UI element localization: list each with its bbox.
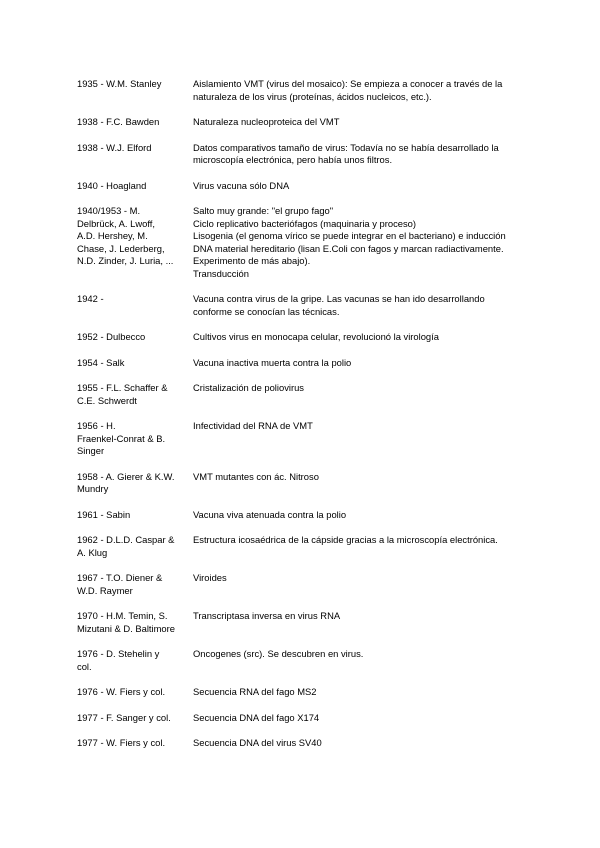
date-author-line: 1977 - F. Sanger y col. [77, 711, 171, 723]
timeline-entry [77, 712, 537, 725]
description-line: Virus vacuna sólo DNA [193, 179, 290, 191]
entry-description [193, 357, 537, 370]
description-line: Secuencia DNA del virus SV40 [193, 737, 322, 748]
date-author-line: Chase, J. Lederberg, [77, 242, 165, 254]
date-author-line: 1976 - D. Stehelin y [77, 648, 160, 659]
date-author-line: 1977 - W. Fiers y col. [77, 737, 166, 748]
entry-description [193, 116, 537, 129]
entry-description [193, 205, 537, 280]
date-author-line: 1961 - Sabin [77, 508, 131, 520]
entry-description [193, 420, 537, 458]
description-line: microscopía electrónica, pero había unos filtros. [193, 154, 393, 165]
entry-date-author [77, 471, 193, 496]
description-line: Transcriptasa inversa en virus RNA [193, 610, 341, 621]
timeline-entry [77, 331, 537, 344]
date-author-line: 1940 - Hoagland [77, 179, 147, 191]
description-line: Vacuna viva atenuada contra la polio [193, 508, 347, 520]
description-line: conforme se conocían las técnicas. [193, 305, 340, 317]
entry-date-author [77, 509, 193, 522]
description-line: Oncogenes (src). Se descubren en virus. [193, 648, 364, 659]
timeline-entry [77, 180, 537, 193]
entry-description [193, 180, 537, 193]
description-line: Datos comparativos tamaño de virus: Todavía no se había desarrollado la [193, 141, 499, 153]
timeline-entry [77, 648, 537, 673]
timeline-entry [77, 142, 537, 167]
description-line: Transducción [193, 267, 249, 279]
entry-description [193, 331, 537, 344]
date-author-line: 1967 - T.O. Diener & [77, 572, 163, 583]
timeline-entry [77, 78, 537, 103]
entry-date-author [77, 610, 193, 635]
date-author-line: 1955 - F.L. Schaffer & [77, 382, 168, 393]
description-line: Lisogenia (el genoma vírico se puede integrar en el bacteriano) e inducción [193, 230, 506, 241]
description-line: DNA material hereditario (lisan E.Coli con fagos y marcan radiactivamente. [193, 242, 504, 254]
description-line: Vacuna inactiva muerta contra la polio [193, 356, 352, 368]
date-author-line: col. [77, 660, 92, 672]
entry-date-author [77, 534, 193, 559]
date-author-line: Fraenkel-Conrat & B. [77, 432, 166, 444]
date-author-line: Delbrück, A. Lwoff, [77, 217, 155, 229]
date-author-line: C.E. Schwerdt [77, 394, 137, 406]
date-author-line: 1958 - A. Gierer & K.W. [77, 470, 175, 482]
entry-date-author [77, 116, 193, 129]
entry-description [193, 509, 537, 522]
description-line: Secuencia DNA del fago X174 [193, 711, 320, 723]
timeline-entry [77, 686, 537, 699]
entry-description [193, 572, 537, 597]
entry-description [193, 686, 537, 699]
description-line: Estructura icosaédrica de la cápside gracias a la microscopía electrónica. [193, 534, 498, 545]
entry-date-author [77, 180, 193, 193]
virology-timeline [77, 78, 537, 763]
timeline-entry [77, 420, 537, 458]
description-line: Secuencia RNA del fago MS2 [193, 686, 317, 697]
description-line: Aislamiento VMT (virus del mosaico): Se empieza a conocer a través de la [193, 78, 503, 89]
description-line: VMT mutantes con ác. Nitroso [193, 470, 319, 482]
description-line: Cultivos virus en monocapa celular, revolucionó la virología [193, 331, 439, 342]
date-author-line: A. Klug [77, 546, 108, 558]
timeline-entry [77, 116, 537, 129]
entry-description [193, 293, 537, 318]
description-line: Viroides [193, 572, 227, 583]
timeline-entry [77, 471, 537, 496]
description-line: Cristalización de poliovirus [193, 382, 304, 393]
entry-description [193, 471, 537, 496]
entry-date-author [77, 205, 193, 280]
entry-description [193, 737, 537, 750]
description-line: Experimento de más abajo). [193, 255, 311, 266]
date-author-line: N.D. Zinder, J. Luria, ... [77, 255, 174, 266]
timeline-entry [77, 737, 537, 750]
date-author-line: 1935 - W.M. Stanley [77, 78, 162, 89]
timeline-entry [77, 534, 537, 559]
date-author-line: 1956 - H. [77, 420, 116, 431]
entry-date-author [77, 686, 193, 699]
date-author-line: 1954 - Salk [77, 356, 125, 368]
entry-description [193, 534, 537, 559]
entry-date-author [77, 648, 193, 673]
timeline-entry [77, 610, 537, 635]
date-author-line: Mizutani & D. Baltimore [77, 622, 175, 634]
timeline-entry [77, 572, 537, 597]
entry-description [193, 610, 537, 635]
timeline-entry [77, 357, 537, 370]
description-line: naturaleza de los virus (proteínas, ácidos nucleicos, etc.). [193, 90, 432, 102]
date-author-line: Mundry [77, 483, 109, 494]
timeline-entry [77, 293, 537, 318]
date-author-line: 1938 - W.J. Elford [77, 141, 152, 153]
description-line: Vacuna contra virus de la gripe. Las vacunas se han ido desarrollando [193, 293, 485, 304]
description-line: Ciclo replicativo bacteriófagos (maquinaria y proceso) [193, 217, 417, 229]
entry-description [193, 648, 537, 673]
date-author-line: 1962 - D.L.D. Caspar & [77, 534, 175, 545]
entry-date-author [77, 331, 193, 344]
entry-date-author [77, 357, 193, 370]
entry-date-author [77, 382, 193, 407]
entry-date-author [77, 420, 193, 458]
date-author-line: W.D. Raymer [77, 584, 133, 596]
entry-description [193, 142, 537, 167]
entry-date-author [77, 572, 193, 597]
description-line: Naturaleza nucleoproteica del VMT [193, 116, 340, 127]
entry-description [193, 382, 537, 407]
date-author-line: 1942 - [77, 293, 104, 304]
entry-date-author [77, 142, 193, 167]
date-author-line: 1940/1953 - M. [77, 205, 141, 216]
date-author-line: 1970 - H.M. Temin, S. [77, 610, 168, 621]
timeline-entry [77, 205, 537, 280]
entry-description [193, 712, 537, 725]
entry-date-author [77, 78, 193, 103]
date-author-line: 1938 - F.C. Bawden [77, 116, 160, 127]
description-line: Infectividad del RNA de VMT [193, 420, 313, 431]
timeline-entry [77, 509, 537, 522]
entry-date-author [77, 712, 193, 725]
timeline-entry [77, 382, 537, 407]
date-author-line: A.D. Hershey, M. [77, 230, 148, 241]
description-line: Salto muy grande: "el grupo fago" [193, 205, 334, 216]
date-author-line: 1976 - W. Fiers y col. [77, 686, 166, 697]
date-author-line: 1952 - Dulbecco [77, 331, 146, 342]
entry-date-author [77, 293, 193, 318]
date-author-line: Singer [77, 445, 105, 456]
entry-description [193, 78, 537, 103]
entry-date-author [77, 737, 193, 750]
